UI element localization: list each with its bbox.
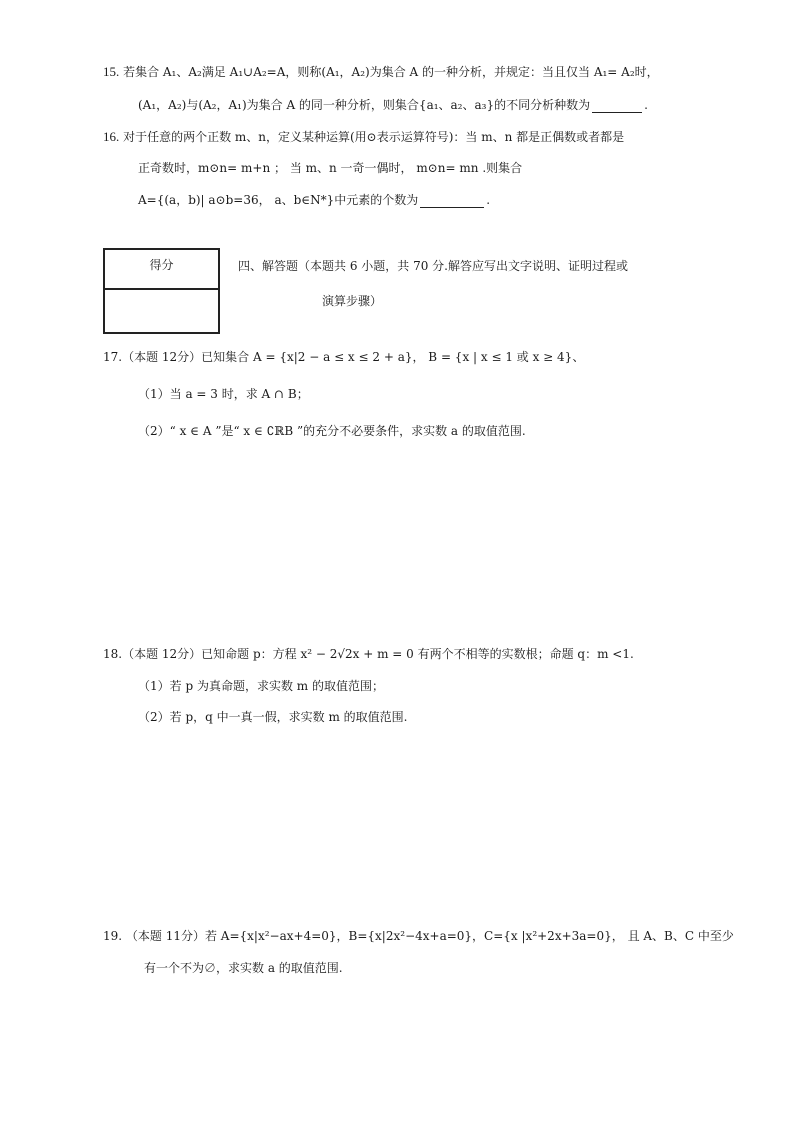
section4-heading-line-1 bbox=[238, 258, 628, 274]
q19-text-2: 有一个不为∅，求实数 a 的取值范围. bbox=[144, 961, 343, 975]
q15-text-1: 若集合 A₁、A₂满足 A₁∪A₂=A，则称(A₁，A₂)为集合 A 的一种分析，并规定：当且仅当 A₁= A₂时， bbox=[123, 65, 659, 79]
q16-line-2 bbox=[138, 160, 522, 176]
q18-header bbox=[103, 646, 634, 662]
q15-line-1 bbox=[103, 64, 659, 80]
q16-text-1: 对于任意的两个正数 m、n，定义某种运算(用⊙表示运算符号)：当 m、n 都是正偶数或者都是 bbox=[123, 130, 625, 144]
q19-text-1: 19. （本题 11分）若 A={x|x²−ax+4=0}，B={x|2x²−4x+a=0}，C={x |x²+2x+3a=0}， 且 A、B、C 中至少 bbox=[103, 929, 734, 943]
q15-answer-blank bbox=[592, 112, 642, 113]
q16-line-3 bbox=[138, 192, 490, 208]
q17-part-1-text: （1）当 a = 3 时，求 A ∩ B； bbox=[138, 387, 309, 401]
q18-part-1-text: （1）若 p 为真命题，求实数 m 的取值范围； bbox=[138, 679, 384, 693]
q15-number: 15. bbox=[103, 64, 120, 79]
score-box-label: 得分 bbox=[149, 258, 174, 272]
score-box bbox=[103, 248, 220, 334]
q17-header bbox=[103, 349, 584, 365]
q16-line-1 bbox=[103, 129, 624, 145]
q18-header-text: 18.（本题 12分）已知命题 p：方程 x² − 2√2x + m = 0 有两个不相等的实数根；命题 q：m <1. bbox=[103, 647, 634, 661]
q16-number: 16. bbox=[103, 129, 120, 144]
q16-text-2: 正奇数时，m⊙n= m+n ； 当 m、n 一奇一偶时， m⊙n= mn .则集合 bbox=[138, 161, 523, 175]
q16-text-3: A={(a，b)| a⊙b=36， a、b∈N*}中元素的个数为 bbox=[138, 193, 419, 207]
q15-text-2: (A₁，A₂)与(A₂，A₁)为集合 A 的同一种分析，则集合{a₁、a₂、a₃}的不同分析种数为 bbox=[138, 98, 591, 112]
q15-line-2 bbox=[138, 97, 648, 113]
q17-part-2-text: （2）“ x ∈ A ”是“ x ∈ ∁ℝB ”的充分不必要条件，求实数 a 的取值范围. bbox=[138, 424, 526, 438]
q17-header-text: 17.（本题 12分）已知集合 A = {x|2 − a ≤ x ≤ 2 + a}， B = {x | x ≤ 1 或 x ≥ 4}、 bbox=[103, 350, 585, 364]
q18-part-2 bbox=[138, 709, 407, 725]
q16-answer-blank bbox=[420, 207, 484, 208]
q17-part-1 bbox=[138, 386, 309, 402]
q17-part-2 bbox=[138, 423, 526, 439]
q19-line-2 bbox=[144, 960, 343, 976]
q18-part-2-text: （2）若 p，q 中一真一假，求实数 m 的取值范围. bbox=[138, 710, 408, 724]
score-box-divider bbox=[105, 288, 218, 290]
section4-text-1: 四、解答题（本题共 6 小题，共 70 分.解答应写出文字说明、证明过程或 bbox=[238, 259, 628, 273]
q18-part-1 bbox=[138, 678, 384, 694]
q15-line2-end: . bbox=[644, 98, 648, 112]
q19-line-1 bbox=[103, 928, 734, 944]
section4-heading-line-2 bbox=[322, 293, 382, 309]
section4-text-2: 演算步骤） bbox=[322, 294, 383, 308]
q16-line3-end: . bbox=[486, 193, 491, 207]
